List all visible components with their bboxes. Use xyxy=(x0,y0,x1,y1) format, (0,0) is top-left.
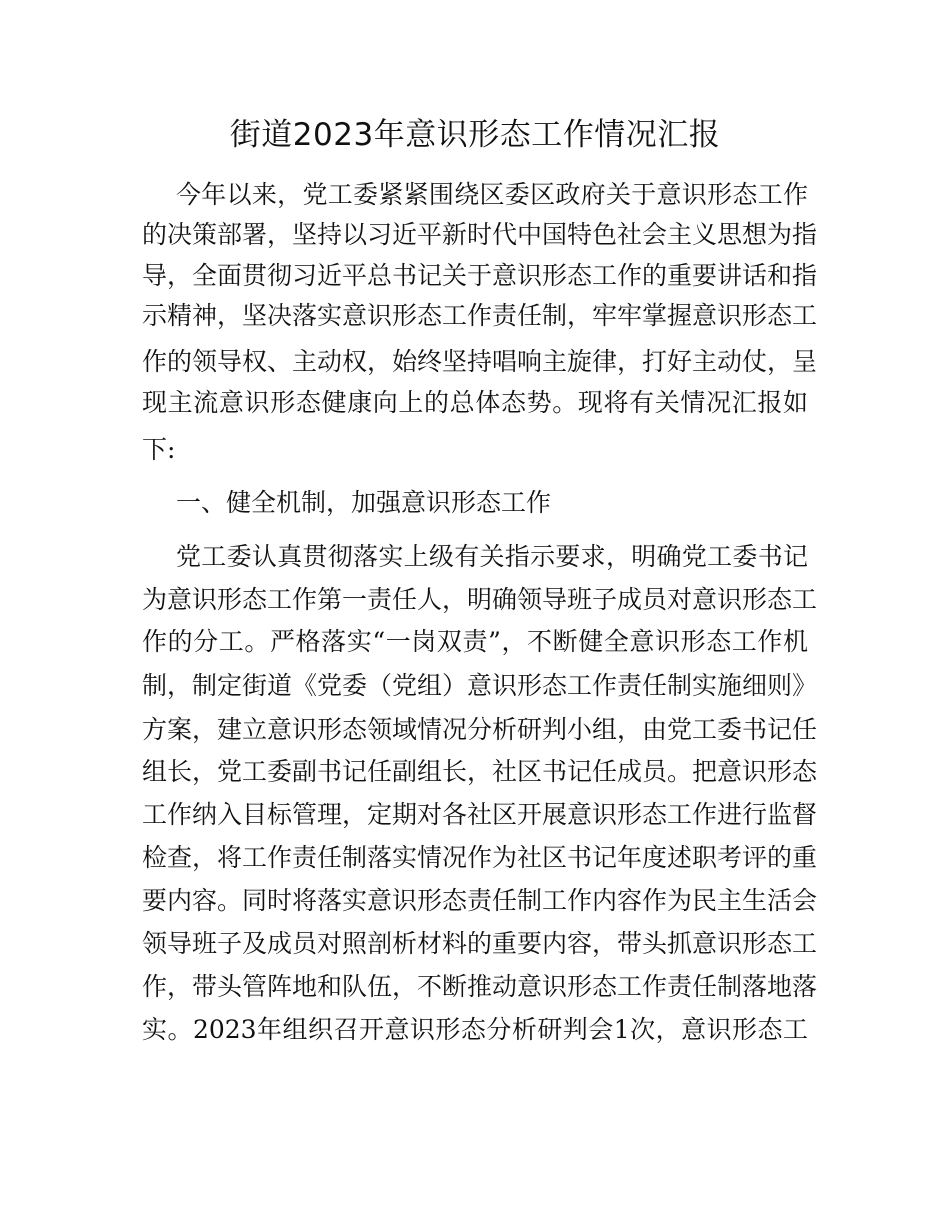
paragraph-line: 方案，建立意识形态领域情况分析研判小组，由党工委书记任 xyxy=(142,715,818,744)
section-heading: 一、健全机制，加强意识形态工作 xyxy=(176,488,552,517)
paragraph-line: 导，全面贯彻习近平总书记关于意识形态工作的重要讲话和指 xyxy=(142,261,818,290)
paragraph-line: 党工委认真贯彻落实上级有关指示要求，明确党工委书记 xyxy=(176,542,808,571)
paragraph-line: 制，制定街道《党委（党组）意识形态工作责任制实施细则》 xyxy=(142,671,818,700)
paragraph-line: 作的分工。严格落实“一岗双责”，不断健全意识形态工作机 xyxy=(142,627,808,656)
paragraph-line: 现主流意识形态健康向上的总体态势。现将有关情况汇报如 xyxy=(142,388,808,417)
paragraph-line: 要内容。同时将落实意识形态责任制工作内容作为民主生活会 xyxy=(142,886,818,915)
paragraph-line: 下: xyxy=(142,435,176,464)
paragraph-line: 为意识形态工作第一责任人，明确领导班子成员对意识形态工 xyxy=(142,585,818,614)
paragraph-line: 的决策部署，坚持以习近平新时代中国特色社会主义思想为指 xyxy=(142,220,818,249)
paragraph-line: 工作纳入目标管理，定期对各社区开展意识形态工作进行监督 xyxy=(142,800,818,829)
paragraph-line: 领导班子及成员对照剖析材料的重要内容，带头抓意识形态工 xyxy=(142,929,818,958)
paragraph-line: 组长，党工委副书记任副组长，社区书记任成员。把意识形态 xyxy=(142,757,818,786)
paragraph-line: 检查，将工作责任制落实情况作为社区书记年度述职考评的重 xyxy=(142,843,818,872)
paragraph-line: 作的领导权、主动权，始终坚持唱响主旋律，打好主动仗，呈 xyxy=(142,347,818,376)
paragraph-line: 作，带头管阵地和队伍，不断推动意识形态工作责任制落地落 xyxy=(142,972,818,1001)
paragraph-line: 实。2023年组织召开意识形态分析研判会1次，意识形态工 xyxy=(142,1015,808,1044)
paragraph-line: 今年以来，党工委紧紧围绕区委区政府关于意识形态工作 xyxy=(176,180,808,209)
paragraph-line: 示精神，坚决落实意识形态工作责任制，牢牢掌握意识形态工 xyxy=(142,301,818,330)
document-title: 街道2023年意识形态工作情况汇报 xyxy=(229,117,721,153)
